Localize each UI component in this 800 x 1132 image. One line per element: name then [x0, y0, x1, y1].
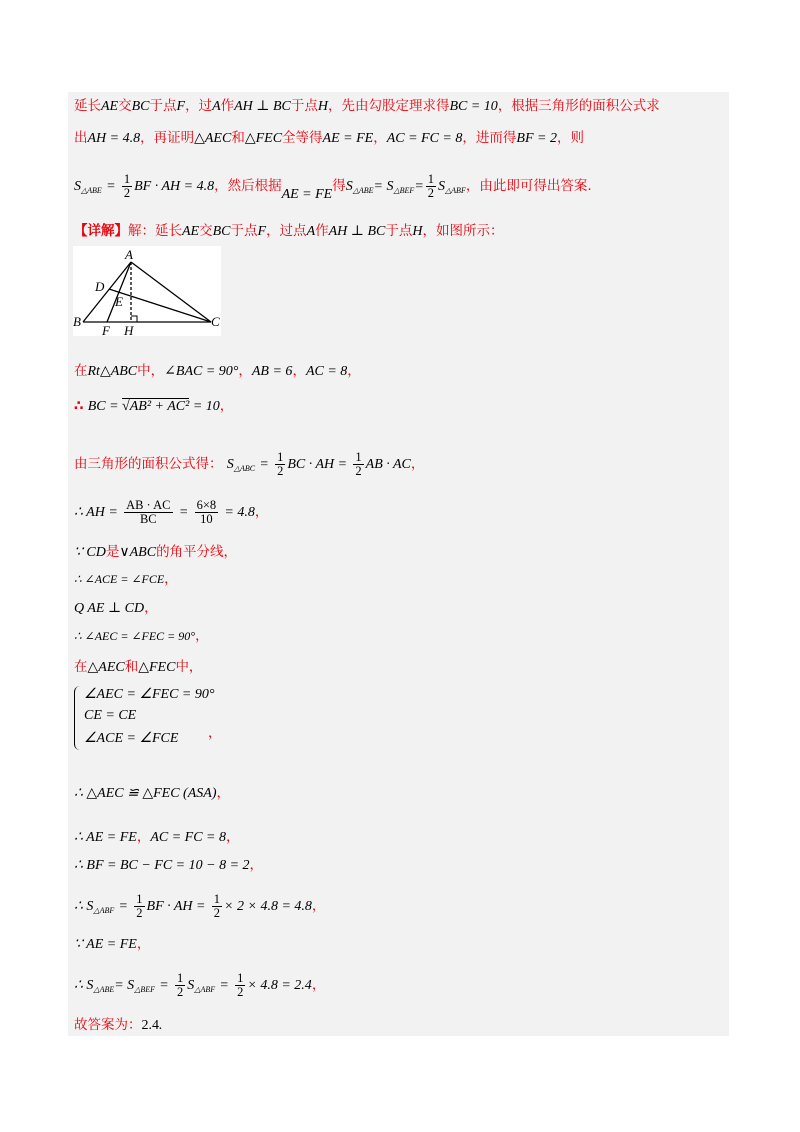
step-7: [74, 599, 158, 618]
math: AC = FC = 8: [150, 830, 226, 845]
math: =: [259, 457, 269, 472]
text: 于点: [149, 98, 177, 114]
text: ，: [144, 600, 158, 616]
text: ，: [292, 363, 306, 379]
label-b: B: [73, 314, 81, 329]
step-12: [74, 856, 263, 875]
subscript: △BEF: [393, 186, 415, 195]
label-h: H: [124, 323, 134, 336]
text: 全等得: [282, 130, 323, 146]
math: ∵ AE = FE: [74, 937, 137, 952]
analysis-line-2: [74, 129, 584, 148]
text: ，: [238, 363, 252, 379]
math: ∴ S: [74, 978, 94, 993]
math: ∠BAC = 90°: [164, 364, 239, 379]
text: 和: [231, 130, 245, 146]
math: × 4.8 = 2.4: [247, 978, 312, 993]
analysis-line-1: [74, 97, 660, 116]
math: =: [219, 978, 229, 993]
label-f: F: [102, 323, 110, 336]
math: H: [317, 99, 328, 114]
math: AC = 8: [305, 364, 348, 379]
math: BF = 2: [516, 131, 557, 146]
label-c: C: [211, 314, 220, 329]
step-13: [74, 893, 325, 920]
fraction: $\frac{1}{2}$: [237, 971, 244, 999]
system-row: CE = CE: [84, 708, 137, 723]
math: AE: [182, 224, 200, 239]
math: = S: [373, 179, 394, 194]
math: BF · AH = 4.8: [134, 179, 215, 194]
text: 于点: [385, 223, 413, 239]
text: 是: [105, 544, 120, 560]
text: 出: [74, 130, 88, 146]
text: ，: [311, 977, 326, 993]
therefore-symbol: ∴: [74, 398, 84, 414]
left-brace: [74, 686, 81, 750]
math: =: [414, 179, 424, 194]
text: ，: [136, 936, 151, 952]
math: × 2 × 4.8 = 4.8: [224, 899, 312, 914]
math: ∴ AE = FE: [74, 830, 137, 845]
text: ，先由勾股定理求得: [327, 98, 450, 114]
text: ，: [195, 628, 209, 644]
math: AH = 4.8: [87, 131, 141, 146]
text: ，: [219, 398, 234, 414]
math: ∴ AH =: [74, 505, 118, 520]
subscript: △ABF: [93, 906, 115, 915]
math: ∨ABC: [119, 545, 157, 560]
subscript: △ABF: [194, 985, 216, 994]
step-1: [74, 362, 361, 381]
fraction: $\frac{1}{2}$: [355, 450, 362, 478]
system-row: ∠ACE = ∠FCE: [84, 731, 179, 746]
step-6: [74, 570, 178, 588]
label-d: D: [95, 279, 105, 294]
math: BC: [212, 224, 231, 239]
math: ∴ ∠AEC = ∠FEC = 90°: [74, 629, 196, 643]
text: ，: [311, 898, 326, 914]
fraction: $\frac{1}{2}$: [136, 892, 143, 920]
text: ，: [164, 571, 178, 587]
text: ，过: [185, 98, 213, 114]
fraction: $\frac{1}{2}$: [427, 172, 435, 200]
text: ，如图所示：: [422, 223, 504, 239]
step-5: [74, 543, 237, 562]
math: ∴ BF = BC − FC = 10 − 8 = 2: [74, 858, 250, 873]
math: F: [176, 99, 186, 114]
math: =: [159, 978, 169, 993]
text: ，: [136, 829, 151, 845]
label-a: A: [125, 247, 133, 262]
math: = 10: [189, 399, 220, 414]
math: AB · AC: [365, 457, 411, 472]
math: S: [74, 179, 81, 194]
math: △FEC: [244, 131, 283, 146]
text: 在: [74, 659, 88, 675]
text: 作: [220, 98, 235, 114]
text: 的角平分线，: [156, 544, 238, 560]
text: ，由此即可得出答案.: [465, 178, 592, 194]
text: 在: [74, 363, 88, 379]
subscript: △BEF: [134, 985, 155, 994]
text: 解：延长: [128, 223, 182, 239]
text: ，再证明: [140, 130, 195, 146]
system-comma: [208, 724, 222, 742]
math: Q AE ⊥ CD: [74, 601, 145, 616]
math: BC = 10: [449, 99, 498, 114]
fraction: $\frac{1}{2}$: [123, 172, 131, 200]
fraction: $\frac{1}{2}$: [177, 971, 184, 999]
step-3: [74, 451, 424, 478]
math: BC: [131, 99, 150, 114]
math: .: [159, 1018, 163, 1033]
math: S: [226, 457, 234, 472]
text: 得: [332, 178, 346, 194]
text: ，: [373, 130, 387, 146]
subscript: △ABE: [93, 985, 115, 994]
step-10: [74, 784, 230, 803]
answer-line: [74, 1016, 163, 1035]
math: = 4.8: [224, 505, 255, 520]
analysis-line-3: [74, 173, 592, 200]
math: A: [212, 99, 221, 114]
text: 交: [118, 98, 132, 114]
step-15: [74, 972, 325, 999]
step-9: [74, 658, 202, 677]
system-row: ∠AEC = ∠FEC = 90°: [84, 687, 215, 702]
text: ，然后根据: [214, 178, 282, 194]
text: ，: [347, 363, 361, 379]
math: AC = FC = 8: [386, 131, 463, 146]
text: ，: [249, 857, 264, 873]
equation-system: [74, 686, 254, 752]
math: √AB² + AC²: [122, 399, 190, 414]
math: S: [438, 179, 446, 194]
label-e: E: [115, 294, 123, 309]
math: ∴ S: [74, 899, 94, 914]
text: ，根据三角形的面积公式求: [497, 98, 660, 114]
math: AE = FE: [281, 187, 333, 202]
math: △AEC: [87, 660, 125, 675]
text: 由三角形的面积公式得：: [74, 456, 223, 472]
math: S: [345, 179, 353, 194]
text: 中，: [137, 363, 165, 379]
text: 交: [199, 223, 213, 239]
math: H: [412, 224, 423, 239]
math: =: [178, 505, 189, 520]
math: ∴ △AEC ≌ △FEC (ASA): [74, 786, 217, 801]
step-11: [74, 828, 240, 847]
fraction: $\frac{AB \cdot AC}{BC}$: [126, 498, 171, 526]
step-2: [74, 397, 233, 416]
text: ，: [208, 725, 222, 741]
math: ∴ ∠ACE = ∠FCE: [74, 572, 165, 586]
math: AB = 6: [251, 364, 293, 379]
math: BF · AH =: [146, 899, 206, 914]
math: S: [187, 978, 195, 993]
text: 中，: [175, 659, 203, 675]
text: ，进而得: [462, 130, 517, 146]
subscript: △ABE: [81, 186, 102, 195]
subscript: △ABF: [445, 186, 466, 195]
text: 于点: [290, 98, 318, 114]
step-8: [74, 627, 209, 645]
text: ，: [226, 829, 240, 845]
math: ∵ CD: [74, 545, 106, 560]
triangle-figure: [73, 246, 221, 336]
text: 延长: [74, 98, 101, 114]
math: AE = FE: [322, 131, 374, 146]
text: 作: [315, 223, 329, 239]
math: A: [306, 224, 316, 239]
math: △AEC: [194, 131, 232, 146]
math: AE: [101, 99, 119, 114]
fraction: $\frac{6\times 8}{10}$: [196, 498, 217, 526]
text: ，: [410, 456, 425, 472]
text: 和: [124, 659, 139, 675]
math: AH ⊥ BC: [234, 99, 291, 114]
step-4: [74, 499, 268, 526]
math: BC · AH =: [287, 457, 348, 472]
math: = S: [114, 978, 135, 993]
subscript: △ABC: [233, 464, 256, 473]
text: ，则: [556, 130, 584, 146]
text: ，: [254, 504, 269, 520]
subscript: △ABE: [352, 186, 374, 195]
answer-label: 故答案为：: [74, 1017, 142, 1033]
text: ，过点: [266, 223, 307, 239]
math: Rt△ABC: [87, 364, 138, 379]
math: F: [257, 224, 267, 239]
math: =: [106, 179, 116, 194]
text: 于点: [230, 223, 258, 239]
fraction: $\frac{1}{2}$: [277, 450, 284, 478]
detail-line: [74, 222, 503, 241]
detail-tag: 【详解】: [74, 223, 128, 239]
math: BC =: [87, 399, 123, 414]
text: ，: [216, 785, 230, 801]
math: △FEC: [138, 660, 176, 675]
math: =: [118, 899, 128, 914]
fraction: $\frac{1}{2}$: [213, 892, 221, 920]
math: AH ⊥ BC: [328, 224, 386, 239]
answer-value: 2.4: [141, 1018, 159, 1033]
step-14: [74, 935, 150, 954]
